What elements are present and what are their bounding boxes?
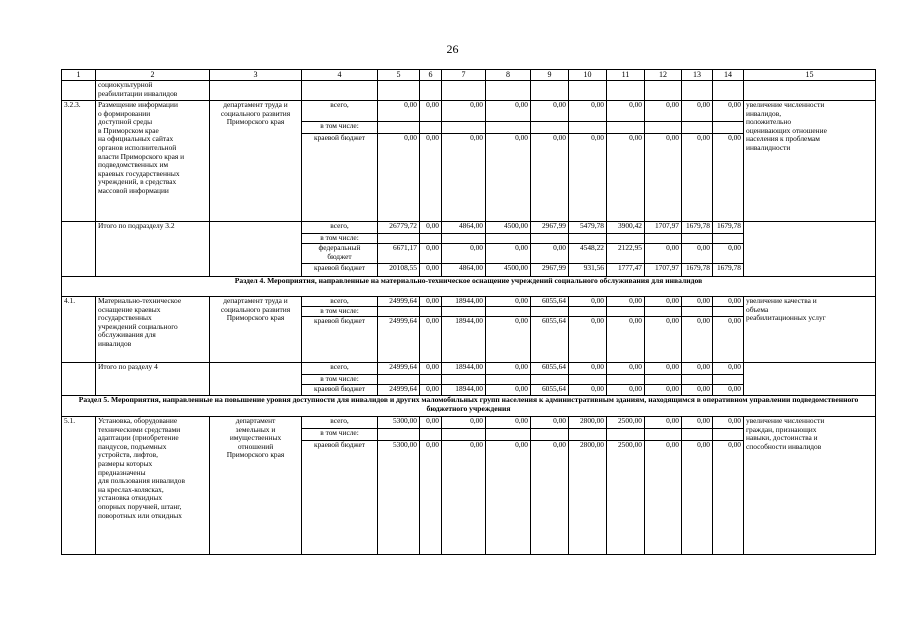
value-cell: 0,00	[378, 134, 420, 222]
funding-source-cell: всего,	[302, 297, 378, 307]
value-cell	[682, 429, 713, 441]
value-cell: 6055,64	[531, 317, 569, 363]
value-cell: 0,00	[645, 441, 682, 555]
value-cell: 1777,47	[607, 264, 645, 277]
value-cell	[420, 307, 442, 317]
value-cell: 6671,17	[378, 244, 420, 264]
item-number-cell: 5.1.	[62, 417, 96, 555]
value-cell	[442, 234, 486, 244]
funding-source-cell: краевой бюджет	[302, 264, 378, 277]
value-cell: 3900,42	[607, 222, 645, 234]
value-cell	[378, 122, 420, 134]
value-cell	[378, 307, 420, 317]
value-cell: 18944,00	[442, 297, 486, 307]
value-cell: 0,00	[682, 317, 713, 363]
value-cell	[531, 122, 569, 134]
value-cell: 0,00	[713, 244, 744, 264]
value-cell: 0,00	[420, 297, 442, 307]
table-cell	[531, 81, 569, 101]
value-cell	[607, 122, 645, 134]
executor-cell: департамент земельных и имущественных отношений Приморского края	[210, 417, 302, 555]
value-cell: 0,00	[645, 244, 682, 264]
value-cell: 0,00	[569, 363, 607, 375]
value-cell: 0,00	[420, 101, 442, 122]
table-cell	[569, 81, 607, 101]
value-cell	[486, 307, 531, 317]
item-name-cell: социокультурной реабилитации инвалидов	[96, 81, 210, 101]
value-cell: 26779,72	[378, 222, 420, 234]
value-cell: 2122,95	[607, 244, 645, 264]
value-cell: 0,00	[442, 244, 486, 264]
value-cell: 0,00	[645, 363, 682, 375]
value-cell: 0,00	[682, 417, 713, 429]
value-cell: 5479,78	[569, 222, 607, 234]
table-cell	[420, 81, 442, 101]
funding-source-cell: в том числе:	[302, 375, 378, 385]
table-row	[62, 297, 876, 307]
value-cell	[378, 429, 420, 441]
value-cell: 2967,99	[531, 264, 569, 277]
value-cell: 0,00	[531, 134, 569, 222]
value-cell: 5300,00	[378, 417, 420, 429]
value-cell	[682, 307, 713, 317]
value-cell: 0,00	[713, 134, 744, 222]
executor-cell	[210, 222, 302, 277]
value-cell	[442, 375, 486, 385]
value-cell: 931,56	[569, 264, 607, 277]
value-cell: 1679,78	[682, 264, 713, 277]
header-cell: 6	[420, 70, 442, 81]
value-cell	[569, 234, 607, 244]
value-cell: 0,00	[713, 363, 744, 375]
executor-cell: департамент труда и социального развития Приморского края	[210, 297, 302, 363]
value-cell: 0,00	[420, 385, 442, 396]
value-cell: 0,00	[682, 244, 713, 264]
value-cell: 0,00	[442, 417, 486, 429]
table-row	[62, 417, 876, 429]
value-cell	[713, 234, 744, 244]
value-cell	[486, 375, 531, 385]
value-cell: 0,00	[607, 297, 645, 307]
value-cell	[645, 429, 682, 441]
value-cell	[607, 429, 645, 441]
value-cell: 0,00	[645, 385, 682, 396]
value-cell: 0,00	[713, 297, 744, 307]
value-cell: 0,00	[378, 101, 420, 122]
total-row	[62, 363, 876, 375]
value-cell	[531, 234, 569, 244]
page-number: 26	[446, 42, 459, 56]
funding-source-cell: всего,	[302, 417, 378, 429]
result-cell	[744, 363, 876, 396]
value-cell: 0,00	[442, 101, 486, 122]
value-cell: 0,00	[713, 385, 744, 396]
section-row	[62, 277, 876, 297]
table-cell	[607, 81, 645, 101]
value-cell: 18944,00	[442, 363, 486, 375]
value-cell	[531, 307, 569, 317]
value-cell: 0,00	[531, 101, 569, 122]
value-cell: 0,00	[420, 363, 442, 375]
value-cell: 0,00	[531, 417, 569, 429]
item-name-cell: Размещение информации о формировании доступной среды в Приморском крае на официальных сайтах органов исполнительной власти Приморского края и подведомственных им краевых государственных учреждений, в средствах массовой информации	[96, 101, 210, 222]
value-cell: 0,00	[607, 134, 645, 222]
value-cell	[713, 429, 744, 441]
header-row	[62, 70, 876, 81]
table-cell	[378, 81, 420, 101]
table-cell	[210, 81, 302, 101]
value-cell	[486, 234, 531, 244]
value-cell: 0,00	[486, 244, 531, 264]
table-cell	[682, 81, 713, 101]
value-cell: 2967,99	[531, 222, 569, 234]
value-cell: 0,00	[420, 441, 442, 555]
value-cell: 0,00	[713, 417, 744, 429]
table-cell	[744, 81, 876, 101]
value-cell: 0,00	[486, 297, 531, 307]
value-cell: 0,00	[713, 101, 744, 122]
value-cell: 0,00	[486, 317, 531, 363]
funding-source-cell: федеральный бюджет	[302, 244, 378, 264]
value-cell: 4500,00	[486, 222, 531, 234]
value-cell	[378, 375, 420, 385]
section-row	[62, 396, 876, 417]
value-cell	[442, 307, 486, 317]
item-number-cell	[62, 222, 96, 277]
value-cell: 18944,00	[442, 385, 486, 396]
value-cell: 4864,00	[442, 222, 486, 234]
value-cell: 4864,00	[442, 264, 486, 277]
value-cell: 20108,55	[378, 264, 420, 277]
value-cell: 0,00	[420, 222, 442, 234]
table-cell	[486, 81, 531, 101]
header-cell: 8	[486, 70, 531, 81]
funding-source-cell: всего,	[302, 222, 378, 234]
result-cell: увеличение численности граждан, признающих навыки, достоинства и способности инвалидов	[744, 417, 876, 555]
value-cell: 0,00	[645, 297, 682, 307]
value-cell: 0,00	[682, 385, 713, 396]
header-cell: 15	[744, 70, 876, 81]
item-number-cell	[62, 81, 96, 101]
value-cell: 0,00	[645, 101, 682, 122]
value-cell: 6055,64	[531, 297, 569, 307]
funding-source-cell: в том числе:	[302, 307, 378, 317]
header-cell: 5	[378, 70, 420, 81]
value-cell: 0,00	[486, 363, 531, 375]
value-cell: 0,00	[682, 441, 713, 555]
value-cell: 24999,64	[378, 317, 420, 363]
section-title: Раздел 5. Мероприятия, направленные на повышение уровня доступности для инвалидов и других маломобильных групп населения к административным зданиям, находящимся в оперативном управлении подведомственного бюджетного учреждения	[62, 396, 876, 417]
value-cell	[420, 122, 442, 134]
header-cell: 3	[210, 70, 302, 81]
value-cell: 0,00	[486, 441, 531, 555]
item-name-cell: Установка, оборудование техническими средствами адаптации (приобретение пандусов, подъемных устройств, лифтов, размеры которых предназначены для пользования инвалидов на креслах-колясках, установка откидных опорных поручней, штанг, поворотных или откидных	[96, 417, 210, 555]
value-cell: 0,00	[569, 297, 607, 307]
header-cell: 13	[682, 70, 713, 81]
table-cell	[302, 81, 378, 101]
value-cell: 0,00	[645, 417, 682, 429]
value-cell	[645, 307, 682, 317]
header-cell: 9	[531, 70, 569, 81]
header-cell: 10	[569, 70, 607, 81]
value-cell: 0,00	[645, 317, 682, 363]
item-number-cell: 4.1.	[62, 297, 96, 363]
value-cell: 0,00	[607, 363, 645, 375]
value-cell: 4548,22	[569, 244, 607, 264]
table-row	[62, 101, 876, 122]
executor-cell: департамент труда и социального развития Приморского края	[210, 101, 302, 222]
value-cell: 6055,64	[531, 385, 569, 396]
result-cell: увеличение численности инвалидов, положительно оценивающих отношение населения к проблемам инвалидности	[744, 101, 876, 222]
value-cell: 0,00	[486, 417, 531, 429]
table-row	[62, 81, 876, 101]
value-cell: 24999,64	[378, 297, 420, 307]
program-table	[61, 69, 876, 555]
value-cell	[607, 234, 645, 244]
value-cell	[569, 375, 607, 385]
value-cell: 0,00	[486, 101, 531, 122]
value-cell: 0,00	[442, 441, 486, 555]
value-cell: 0,00	[420, 264, 442, 277]
item-number-cell	[62, 363, 96, 396]
value-cell: 0,00	[420, 417, 442, 429]
header-cell: 11	[607, 70, 645, 81]
total-label-cell: Итого по разделу 4	[96, 363, 210, 396]
value-cell: 0,00	[682, 134, 713, 222]
value-cell: 0,00	[569, 385, 607, 396]
value-cell: 0,00	[569, 134, 607, 222]
funding-source-cell: краевой бюджет	[302, 385, 378, 396]
value-cell	[569, 122, 607, 134]
value-cell: 0,00	[569, 317, 607, 363]
value-cell	[569, 307, 607, 317]
value-cell: 0,00	[420, 134, 442, 222]
value-cell	[442, 429, 486, 441]
item-name-cell: Материально-техническое оснащение краевых государственных учреждений социального обслуживания для инвалидов	[96, 297, 210, 363]
value-cell	[486, 122, 531, 134]
value-cell	[713, 122, 744, 134]
value-cell: 24999,64	[378, 363, 420, 375]
value-cell	[682, 234, 713, 244]
total-label-cell: Итого по подразделу 3.2	[96, 222, 210, 277]
value-cell: 0,00	[713, 317, 744, 363]
executor-cell	[210, 363, 302, 396]
header-cell: 14	[713, 70, 744, 81]
value-cell: 0,00	[486, 385, 531, 396]
value-cell	[531, 375, 569, 385]
header-cell: 12	[645, 70, 682, 81]
value-cell: 0,00	[420, 317, 442, 363]
value-cell	[682, 375, 713, 385]
value-cell: 0,00	[682, 363, 713, 375]
value-cell: 2500,00	[607, 441, 645, 555]
value-cell: 0,00	[682, 297, 713, 307]
value-cell: 1679,78	[682, 222, 713, 234]
table-cell	[442, 81, 486, 101]
value-cell	[442, 122, 486, 134]
funding-source-cell: краевой бюджет	[302, 317, 378, 363]
value-cell: 0,00	[486, 134, 531, 222]
value-cell: 0,00	[607, 317, 645, 363]
value-cell: 24999,64	[378, 385, 420, 396]
funding-source-cell: в том числе:	[302, 122, 378, 134]
header-cell: 2	[96, 70, 210, 81]
header-cell: 7	[442, 70, 486, 81]
value-cell: 0,00	[442, 134, 486, 222]
value-cell	[607, 307, 645, 317]
funding-source-cell: краевой бюджет	[302, 134, 378, 222]
value-cell: 0,00	[531, 244, 569, 264]
value-cell: 0,00	[713, 441, 744, 555]
value-cell	[713, 375, 744, 385]
value-cell	[607, 375, 645, 385]
value-cell	[645, 122, 682, 134]
value-cell	[531, 429, 569, 441]
funding-source-cell: в том числе:	[302, 234, 378, 244]
value-cell: 18944,00	[442, 317, 486, 363]
value-cell: 0,00	[607, 385, 645, 396]
result-cell	[744, 222, 876, 277]
table-cell	[713, 81, 744, 101]
header-cell: 1	[62, 70, 96, 81]
funding-source-cell: всего,	[302, 363, 378, 375]
value-cell	[645, 375, 682, 385]
value-cell: 4500,00	[486, 264, 531, 277]
header-cell: 4	[302, 70, 378, 81]
table-cell	[645, 81, 682, 101]
value-cell: 0,00	[531, 441, 569, 555]
value-cell	[420, 375, 442, 385]
value-cell: 1679,78	[713, 222, 744, 234]
funding-source-cell: краевой бюджет	[302, 441, 378, 555]
item-number-cell: 3.2.3.	[62, 101, 96, 222]
total-row	[62, 222, 876, 234]
value-cell: 6055,64	[531, 363, 569, 375]
value-cell	[713, 307, 744, 317]
value-cell	[569, 429, 607, 441]
value-cell	[486, 429, 531, 441]
section-title: Раздел 4. Мероприятия, направленные на материально-техническое оснащение учреждений социального обслуживания для инвалидов	[62, 277, 876, 297]
value-cell	[420, 234, 442, 244]
value-cell	[645, 234, 682, 244]
value-cell: 1707,97	[645, 222, 682, 234]
value-cell: 2800,00	[569, 417, 607, 429]
value-cell: 0,00	[607, 101, 645, 122]
value-cell: 1707,97	[645, 264, 682, 277]
value-cell: 0,00	[682, 101, 713, 122]
funding-source-cell: в том числе:	[302, 429, 378, 441]
value-cell: 2500,00	[607, 417, 645, 429]
value-cell: 2800,00	[569, 441, 607, 555]
value-cell: 0,00	[420, 244, 442, 264]
value-cell	[682, 122, 713, 134]
result-cell: увеличение качества и объема реабилитационных услуг	[744, 297, 876, 363]
value-cell: 5300,00	[378, 441, 420, 555]
value-cell	[420, 429, 442, 441]
value-cell: 0,00	[645, 134, 682, 222]
value-cell	[378, 234, 420, 244]
value-cell: 0,00	[569, 101, 607, 122]
value-cell: 1679,78	[713, 264, 744, 277]
funding-source-cell: всего,	[302, 101, 378, 122]
